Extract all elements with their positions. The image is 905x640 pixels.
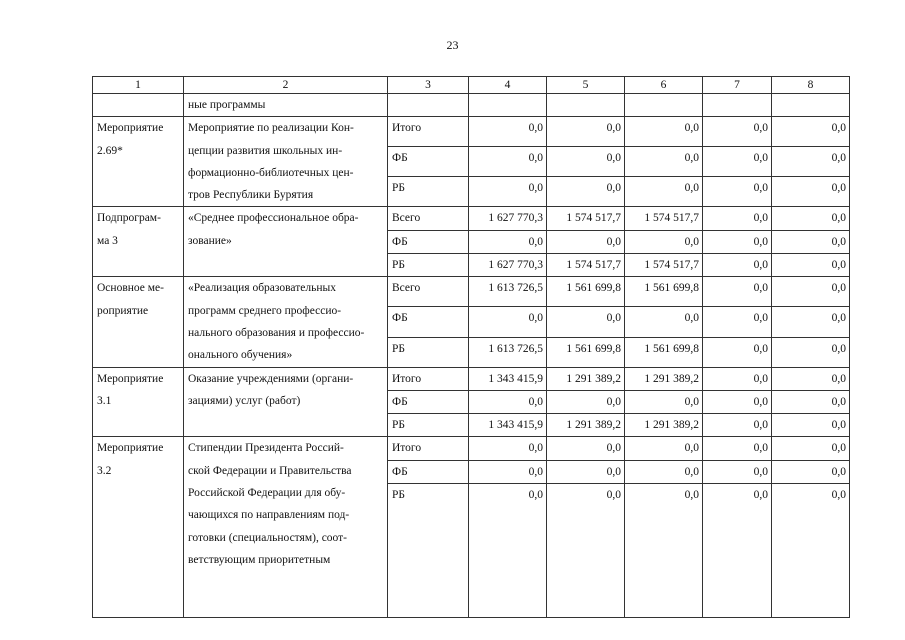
value-cell: 0,0 (703, 437, 772, 460)
funding-source: ФБ (388, 390, 469, 413)
item-name: Мероприятие 3.1 (93, 367, 184, 437)
value-cell: 0,0 (772, 307, 850, 337)
value-cell (547, 94, 625, 117)
value-cell: 0,0 (469, 460, 547, 483)
value-cell: 0,0 (772, 230, 850, 253)
column-header: 6 (625, 77, 703, 94)
value-cell: 1 561 699,8 (625, 277, 703, 307)
value-cell: 0,0 (703, 177, 772, 207)
funding-source: Всего (388, 207, 469, 230)
funding-source: РБ (388, 337, 469, 367)
value-cell: 0,0 (469, 147, 547, 177)
table-row (93, 437, 850, 460)
value-cell: 0,0 (625, 484, 703, 618)
value-cell: 0,0 (625, 147, 703, 177)
item-name: Мероприятие 3.2 (93, 437, 184, 618)
value-cell: 1 574 517,7 (547, 254, 625, 277)
item-description: ные программы (184, 94, 388, 117)
value-cell (772, 94, 850, 117)
funding-source: РБ (388, 414, 469, 437)
item-name (93, 94, 184, 117)
value-cell: 1 561 699,8 (547, 337, 625, 367)
item-name: Подпрограм- ма 3 (93, 207, 184, 277)
funding-source: РБ (388, 484, 469, 618)
value-cell: 1 574 517,7 (547, 207, 625, 230)
value-cell: 0,0 (703, 390, 772, 413)
value-cell: 1 574 517,7 (625, 254, 703, 277)
continuation-row (93, 94, 850, 117)
item-name: Мероприятие 2.69* (93, 117, 184, 207)
value-cell: 0,0 (469, 437, 547, 460)
value-cell: 0,0 (547, 390, 625, 413)
value-cell: 0,0 (772, 437, 850, 460)
value-cell: 0,0 (625, 177, 703, 207)
funding-source: РБ (388, 254, 469, 277)
table-row (93, 277, 850, 307)
value-cell: 0,0 (469, 390, 547, 413)
value-cell: 1 343 415,9 (469, 414, 547, 437)
funding-source (388, 94, 469, 117)
column-header: 2 (184, 77, 388, 94)
value-cell: 0,0 (703, 484, 772, 618)
value-cell: 0,0 (772, 254, 850, 277)
column-header: 1 (93, 77, 184, 94)
value-cell: 1 627 770,3 (469, 254, 547, 277)
value-cell: 0,0 (772, 147, 850, 177)
funding-source: Итого (388, 117, 469, 147)
funding-source: Итого (388, 437, 469, 460)
value-cell: 0,0 (772, 460, 850, 483)
value-cell: 0,0 (703, 460, 772, 483)
value-cell: 0,0 (547, 117, 625, 147)
value-cell: 1 291 389,2 (625, 367, 703, 390)
value-cell: 0,0 (772, 484, 850, 618)
item-description: Оказание учреждениями (органи- зациями) услуг (работ) (184, 367, 388, 437)
value-cell: 1 574 517,7 (625, 207, 703, 230)
table-row (93, 117, 850, 147)
column-header: 8 (772, 77, 850, 94)
value-cell: 0,0 (547, 484, 625, 618)
value-cell (703, 94, 772, 117)
value-cell: 0,0 (547, 230, 625, 253)
value-cell: 1 613 726,5 (469, 277, 547, 307)
column-header: 5 (547, 77, 625, 94)
value-cell: 0,0 (772, 390, 850, 413)
value-cell: 1 291 389,2 (625, 414, 703, 437)
value-cell: 0,0 (625, 460, 703, 483)
value-cell: 1 343 415,9 (469, 367, 547, 390)
value-cell: 0,0 (772, 177, 850, 207)
value-cell: 0,0 (547, 307, 625, 337)
value-cell: 0,0 (703, 337, 772, 367)
value-cell: 0,0 (547, 177, 625, 207)
value-cell: 0,0 (772, 337, 850, 367)
value-cell: 0,0 (625, 117, 703, 147)
value-cell: 0,0 (625, 390, 703, 413)
budget-table (92, 76, 850, 618)
value-cell: 0,0 (703, 414, 772, 437)
item-description: Мероприятие по реализации Кон- цепции развития школьных ин- формационно-библиотечных цен- тров Республики Бурятия (184, 117, 388, 207)
item-description: «Реализация образовательных программ среднего профессио- нального образования и профессио- онального обучения» (184, 277, 388, 367)
column-header: 7 (703, 77, 772, 94)
column-header: 3 (388, 77, 469, 94)
funding-source: ФБ (388, 147, 469, 177)
funding-source: ФБ (388, 307, 469, 337)
column-header: 4 (469, 77, 547, 94)
value-cell: 1 561 699,8 (547, 277, 625, 307)
value-cell: 0,0 (772, 367, 850, 390)
value-cell: 0,0 (469, 177, 547, 207)
value-cell: 0,0 (625, 307, 703, 337)
value-cell: 1 291 389,2 (547, 367, 625, 390)
item-name: Основное ме- роприятие (93, 277, 184, 367)
value-cell: 0,0 (625, 230, 703, 253)
table-row (93, 367, 850, 390)
funding-source: Всего (388, 277, 469, 307)
value-cell: 0,0 (772, 207, 850, 230)
value-cell: 1 291 389,2 (547, 414, 625, 437)
value-cell: 0,0 (772, 277, 850, 307)
value-cell: 1 613 726,5 (469, 337, 547, 367)
value-cell: 0,0 (703, 367, 772, 390)
value-cell: 0,0 (469, 117, 547, 147)
value-cell (469, 94, 547, 117)
header-row (93, 77, 850, 94)
funding-source: Итого (388, 367, 469, 390)
value-cell: 0,0 (703, 307, 772, 337)
item-description: «Среднее профессиональное обра- зование» (184, 207, 388, 277)
value-cell: 0,0 (703, 117, 772, 147)
value-cell: 0,0 (772, 414, 850, 437)
value-cell: 0,0 (703, 254, 772, 277)
value-cell: 1 627 770,3 (469, 207, 547, 230)
value-cell: 0,0 (625, 437, 703, 460)
value-cell: 0,0 (469, 484, 547, 618)
value-cell: 0,0 (547, 437, 625, 460)
value-cell (625, 94, 703, 117)
value-cell: 1 561 699,8 (625, 337, 703, 367)
value-cell: 0,0 (703, 207, 772, 230)
value-cell: 0,0 (547, 147, 625, 177)
value-cell: 0,0 (703, 147, 772, 177)
value-cell: 0,0 (703, 230, 772, 253)
value-cell: 0,0 (772, 117, 850, 147)
value-cell: 0,0 (547, 460, 625, 483)
value-cell: 0,0 (469, 230, 547, 253)
value-cell: 0,0 (469, 307, 547, 337)
funding-source: ФБ (388, 230, 469, 253)
funding-source: ФБ (388, 460, 469, 483)
item-description: Стипендии Президента Россий- ской Федерации и Правительства Российской Федерации для обу- чающихся по направлениям под- готовки (специальностям), соот- ветствующим приоритетным (184, 437, 388, 618)
page-number: 23 (446, 38, 459, 52)
table-row (93, 207, 850, 230)
value-cell: 0,0 (703, 277, 772, 307)
funding-source: РБ (388, 177, 469, 207)
